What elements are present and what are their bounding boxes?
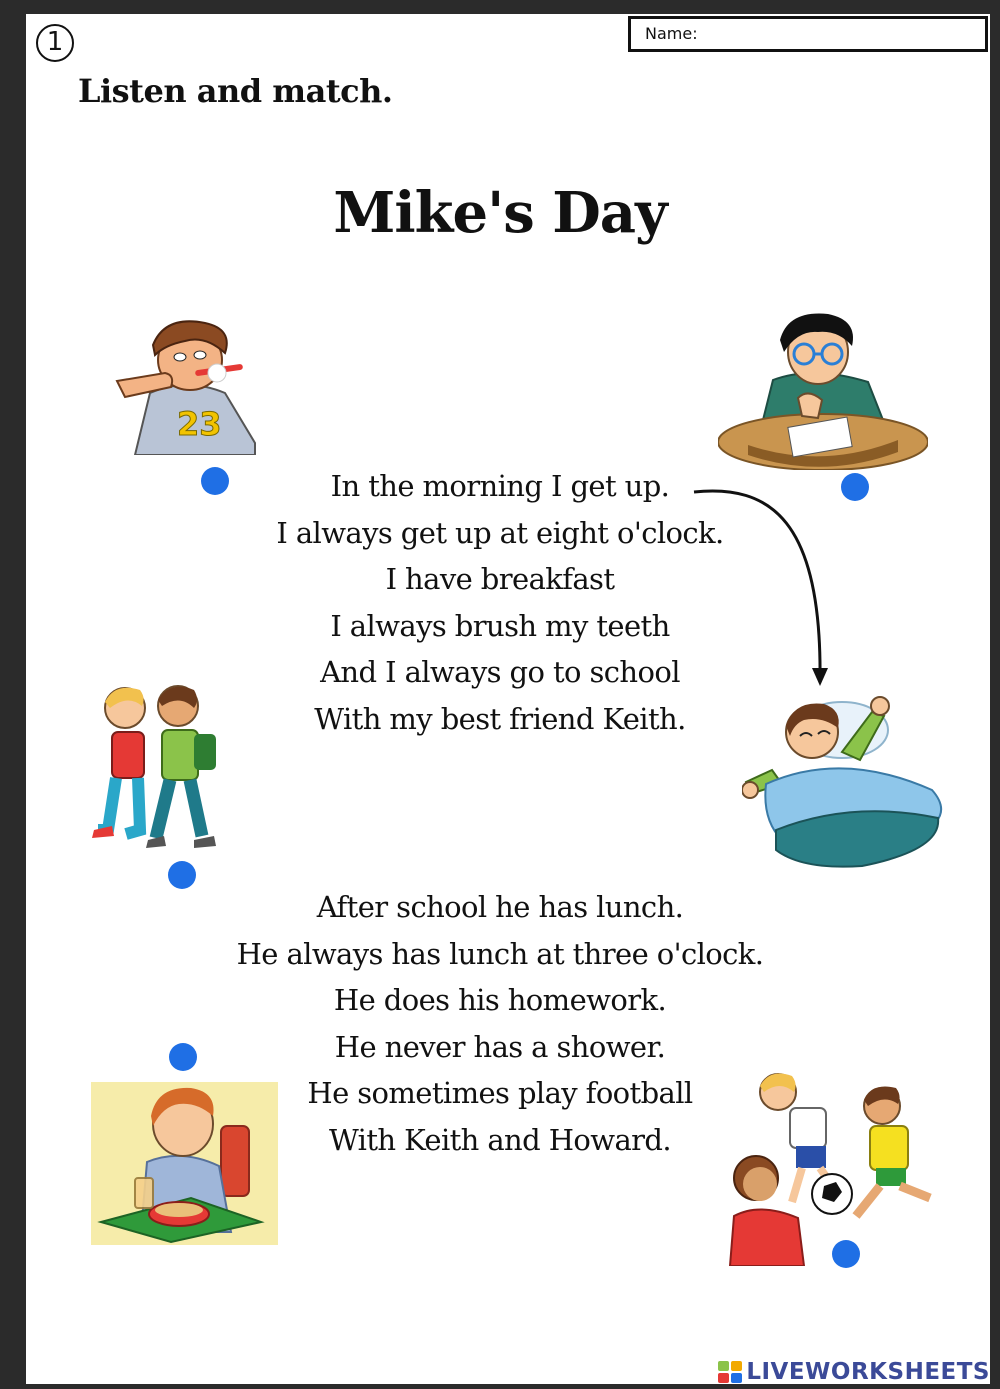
liveworksheets-logo-icon: [718, 1361, 742, 1383]
poem-line: In the morning I get up.: [330, 469, 670, 503]
match-dot-football[interactable]: [832, 1240, 860, 1268]
match-dot-brushing-teeth[interactable]: [201, 467, 229, 495]
football-boys-icon: [720, 1066, 955, 1266]
wake-up-boy-icon: [742, 690, 952, 870]
toothbrush-boy-icon: [105, 315, 270, 455]
school-boys-icon: [90, 680, 235, 855]
match-dot-having-lunch[interactable]: [169, 1043, 197, 1071]
page-title: Mike's Day: [333, 180, 667, 246]
poem-line: He sometimes play football: [307, 1076, 693, 1110]
name-label: Name:: [645, 24, 698, 43]
poem-line: He always has lunch at three o'clock.: [236, 936, 764, 971]
poem-line: He does his homework.: [333, 983, 667, 1017]
svg-text:23: 23: [177, 405, 222, 443]
poem-line: I always brush my teeth: [330, 608, 670, 643]
poem-line: I have breakfast: [385, 562, 615, 596]
poem-line: After school he has lunch.: [316, 890, 684, 924]
poem-line: I always get up at eight o'clock.: [276, 515, 724, 550]
instruction-text: Listen and match.: [78, 72, 393, 110]
match-dot-homework[interactable]: [841, 473, 869, 501]
footer-brand-text: LIVEWORKSHEETS: [746, 1359, 990, 1385]
poem-line: He never has a shower.: [334, 1029, 666, 1064]
footer-brand: [718, 1359, 990, 1385]
lunch-boy-icon: [91, 1082, 278, 1245]
exercise-number: 1: [36, 24, 74, 62]
name-field[interactable]: [628, 16, 988, 52]
poem-line: And I always go to school: [320, 655, 680, 689]
homework-boy-icon: [718, 310, 928, 470]
poem-line: With Keith and Howard.: [328, 1122, 672, 1157]
match-dot-going-to-school[interactable]: [168, 861, 196, 889]
example-arrow: [690, 480, 840, 695]
poem-line: With my best friend Keith.: [314, 701, 686, 736]
